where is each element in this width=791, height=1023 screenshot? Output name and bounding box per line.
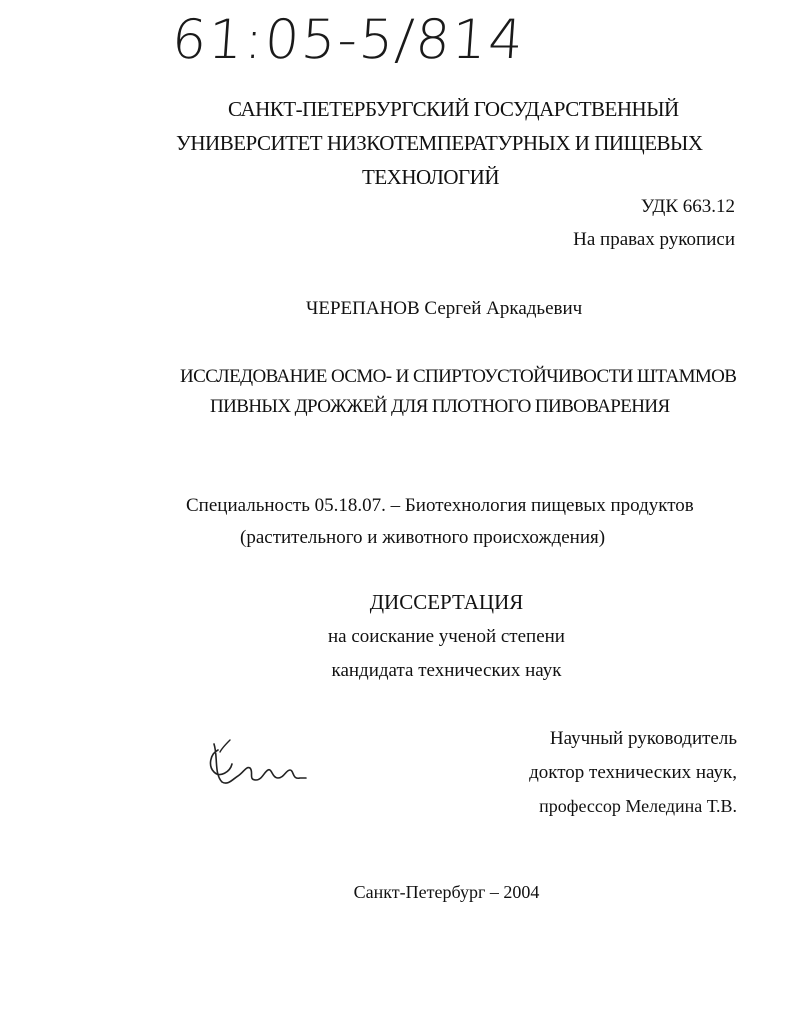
supervisor-role: Научный руководитель	[549, 728, 737, 749]
thesis-title-line-1: ИССЛЕДОВАНИЕ ОСМО- И СПИРТОУСТОЙЧИВОСТИ ШТАММОВ	[180, 366, 737, 387]
degree-line-1: на соискание ученой степени	[328, 626, 565, 647]
institution-line-1: САНКТ-ПЕТЕРБУРГСКИЙ ГОСУДАРСТВЕННЫЙ	[228, 97, 679, 121]
institution-line-3: ТЕХНОЛОГИЙ	[362, 165, 499, 189]
author-signature	[200, 736, 310, 796]
thesis-title-line-2: ПИВНЫХ ДРОЖЖЕЙ ДЛЯ ПЛОТНОГО ПИВОВАРЕНИЯ	[210, 396, 670, 417]
supervisor-name: профессор Меледина Т.В.	[539, 796, 737, 816]
udk-code: УДК 663.12	[640, 196, 735, 217]
supervisor-degree: доктор технических наук,	[529, 762, 737, 783]
specialty-line-2: (растительного и животного происхождения)	[240, 527, 606, 548]
author-name: ЧЕРЕПАНОВ Сергей Аркадьевич	[306, 298, 583, 319]
manuscript-rights: На правах рукописи	[573, 229, 735, 250]
city-year: Санкт-Петербург – 2004	[353, 882, 540, 902]
dissertation-label: ДИССЕРТАЦИЯ	[369, 590, 524, 614]
degree-line-2: кандидата технических наук	[331, 660, 562, 681]
institution-line-2: УНИВЕРСИТЕТ НИЗКОТЕМПЕРАТУРНЫХ И ПИЩЕВЫХ	[176, 131, 703, 155]
specialty-line-1: Специальность 05.18.07. – Биотехнология пищевых продуктов	[186, 495, 694, 516]
archive-code-handwritten: 61:05-5/814	[169, 8, 527, 71]
